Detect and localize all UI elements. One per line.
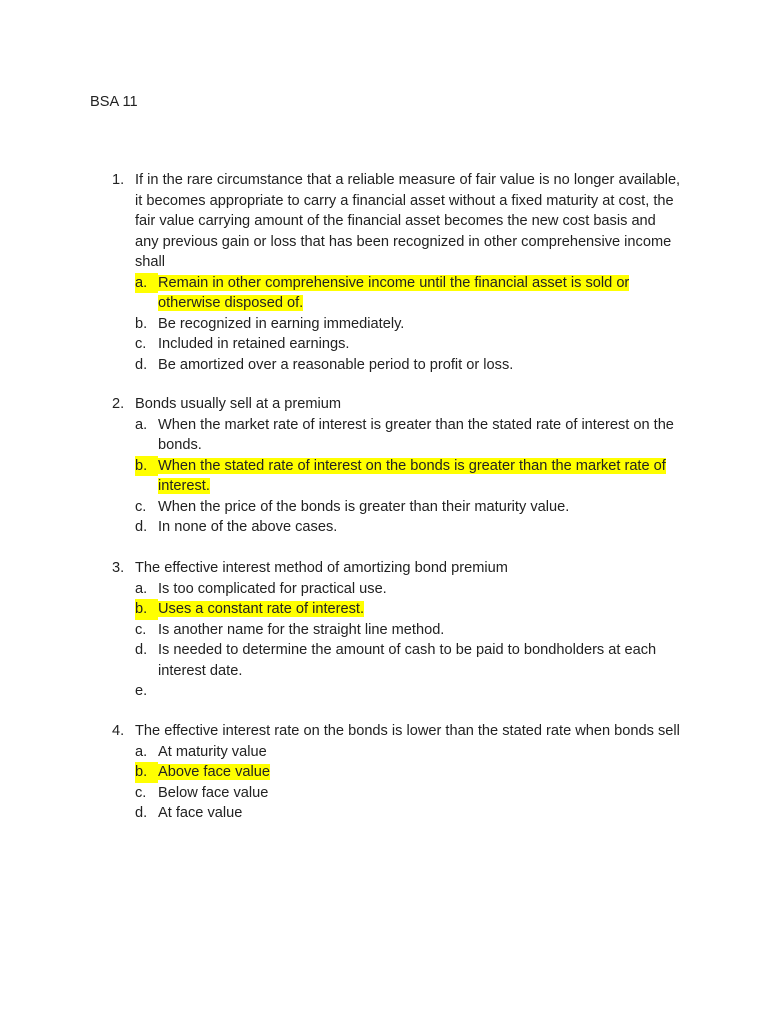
answer-option-b — [135, 314, 682, 335]
option-text: Is another name for the straight line method. — [158, 621, 445, 638]
highlighted-answer: Uses a constant rate of interest. — [158, 601, 365, 617]
option-text-highlighted — [158, 762, 682, 783]
document-title: BSA 11 — [90, 94, 138, 110]
option-letter: d. — [135, 805, 148, 821]
option-letter: d. — [135, 519, 148, 535]
answer-options — [135, 742, 682, 824]
option-text: In none of the above cases. — [158, 519, 338, 535]
question-4 — [112, 721, 682, 824]
question-text: Bonds usually sell at a premium — [135, 396, 342, 412]
question-text: The effective interest rate on the bonds is lower than the stated rate when bonds sell — [135, 723, 680, 739]
answer-option-d — [135, 517, 682, 538]
answer-option-e — [135, 681, 682, 702]
option-letter: d. — [135, 356, 148, 373]
answer-options — [135, 579, 682, 702]
option-letter: b. — [135, 599, 158, 620]
answer-option-d — [135, 355, 682, 376]
option-letter: d. — [135, 642, 148, 658]
option-text: Be recognized in earning immediately. — [158, 315, 405, 332]
answer-options — [135, 273, 682, 376]
highlighted-answer: Above face value — [158, 764, 270, 780]
option-text: Included in retained earnings. — [158, 336, 350, 352]
option-letter: a. — [135, 580, 148, 597]
option-letter: c. — [135, 621, 147, 638]
question-row — [112, 170, 682, 273]
answer-option-c — [135, 783, 682, 804]
question-number: 1. — [112, 172, 125, 188]
question-number: 2. — [112, 396, 125, 412]
question-number: 3. — [112, 560, 125, 576]
question-text: If in the rare circumstance that a reliable measure of fair value is no longer available, it becomes appropriate to carry a financial asset without a fixed maturity at cost, the fair value carrying amount of the financial asset becomes the new cost basis and any previous gain or loss that has been recognized in other comprehensive income shall — [135, 172, 681, 270]
question-text: The effective interest method of amortizing bond premium — [135, 560, 508, 576]
option-letter: a. — [135, 273, 158, 294]
option-letter: c. — [135, 784, 147, 801]
option-text: Be amortized over a reasonable period to profit or loss. — [158, 356, 514, 373]
answer-option-c — [135, 620, 682, 641]
answer-option-c — [135, 334, 682, 355]
highlighted-answer: Remain in other comprehensive income until the financial asset is sold or otherwise disposed of. — [158, 274, 630, 311]
option-text: Is needed to determine the amount of cash to be paid to bondholders at each interest date. — [158, 642, 657, 679]
answer-option-b — [135, 599, 682, 620]
answer-options — [135, 415, 682, 538]
answer-option-a — [135, 742, 682, 763]
answer-option-d — [135, 640, 682, 681]
option-letter: e. — [135, 683, 148, 699]
option-letter: a. — [135, 416, 148, 433]
option-text: When the price of the bonds is greater than their maturity value. — [158, 498, 570, 515]
answer-option-d — [135, 803, 682, 824]
question-2 — [112, 394, 682, 538]
option-text-highlighted — [158, 599, 682, 620]
highlighted-answer: When the stated rate of interest on the bonds is greater than the market rate of interest. — [158, 457, 666, 494]
question-3 — [112, 558, 682, 702]
option-text: Is too complicated for practical use. — [158, 580, 387, 597]
option-text: At maturity value — [158, 743, 267, 760]
option-text-highlighted — [158, 456, 682, 497]
option-letter: b. — [135, 456, 158, 477]
answer-option-b — [135, 456, 682, 497]
option-text: When the market rate of interest is greater than the stated rate of interest on the bonds. — [158, 416, 674, 453]
option-letter: b. — [135, 762, 158, 783]
option-text-highlighted — [158, 273, 682, 314]
question-row — [112, 721, 682, 742]
option-letter: a. — [135, 743, 148, 760]
answer-option-c — [135, 497, 682, 518]
option-text: Below face value — [158, 784, 269, 801]
question-row — [112, 394, 682, 415]
option-letter: b. — [135, 315, 148, 332]
answer-option-a — [135, 579, 682, 600]
option-text: At face value — [158, 805, 243, 821]
answer-option-b — [135, 762, 682, 783]
answer-option-a — [135, 415, 682, 456]
answer-option-a — [135, 273, 682, 314]
option-letter: c. — [135, 498, 147, 515]
question-1 — [112, 170, 682, 375]
option-letter: c. — [135, 336, 147, 352]
question-number: 4. — [112, 723, 125, 739]
question-row — [112, 558, 682, 579]
